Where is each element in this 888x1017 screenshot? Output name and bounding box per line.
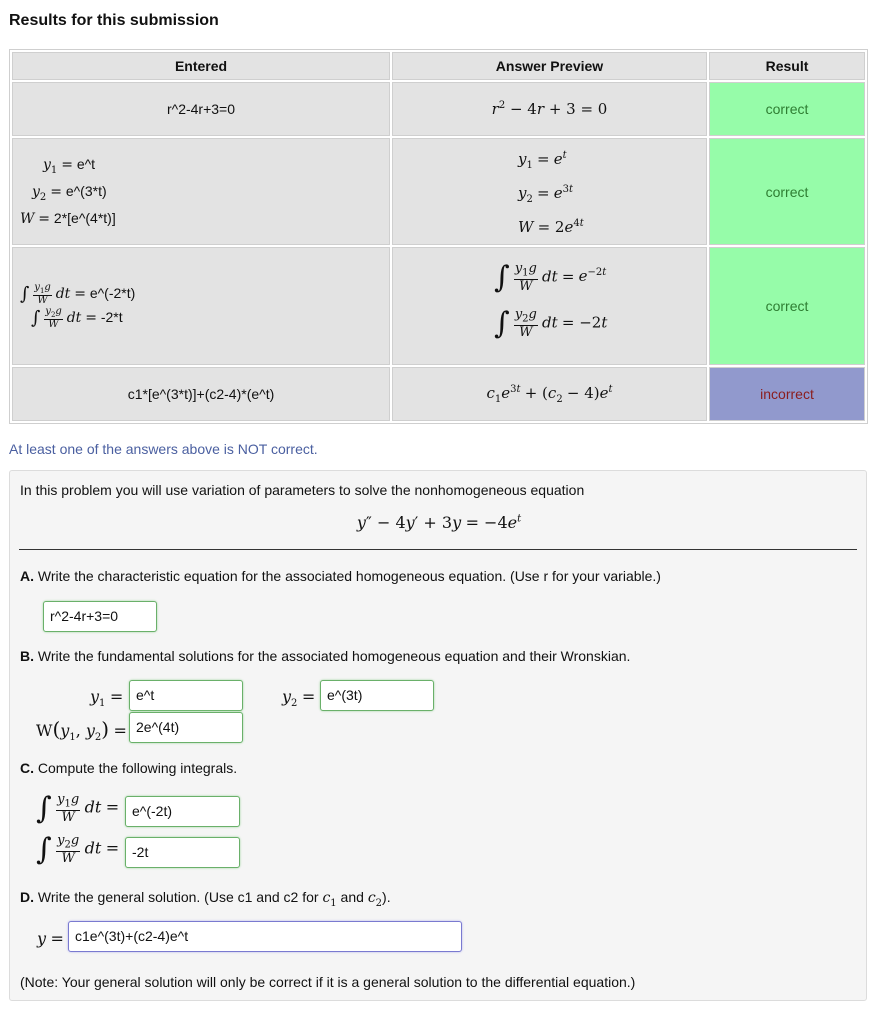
entered-cell: ∫ $\frac{y_1g}{W}$ dt = e^(-2*t) ∫ $\frac{y_2g}{W}$ dt = -2*t [12, 247, 390, 365]
general-solution-input[interactable]: c1e^(3t)+(c2-4)e^t [68, 921, 462, 952]
integral-2-input[interactable]: -2t [125, 837, 240, 868]
status-message: At least one of the answers above is NOT correct. [9, 441, 318, 457]
entered-w: 2*[e^(4*t)] [53, 209, 116, 226]
entered-cell: c1*[e^(3*t)]+(c2-4)*(e^t) [12, 367, 390, 421]
problem-intro: In this problem you will use variation of parameters to solve the nonhomogeneous equation [20, 482, 585, 498]
preview-cell: $y_1 = e^t$ $y_2 = e^{3t}$ $W = 2e^{4t}$ [392, 138, 707, 245]
table-row [12, 138, 865, 245]
differential-equation: $y'' - 4y' + 3y = -4e^t$ [356, 513, 522, 532]
entered-y1: e^t [76, 156, 96, 173]
result-cell-incorrect: incorrect [709, 367, 865, 421]
entered-cell: r^2-4r+3=0 [12, 82, 390, 136]
wronskian-label: $W(y_1$, $y_2$) = [36, 717, 127, 744]
page-title: Results for this submission [9, 12, 219, 29]
column-header-answer-preview: Answer Preview [392, 52, 707, 80]
column-header-entered: Entered [12, 52, 390, 80]
column-header-result: Result [709, 52, 865, 80]
y2-label: $y_2$ = [282, 687, 316, 710]
part-a-question: A. Write the characteristic equation for the associated homogeneous equation. (Use r for your variable.) [20, 568, 661, 584]
preview-cell: $r^2 - 4r + 3 = 0$ [392, 82, 707, 136]
part-d-question: D. Write the general solution. (Use c1 and c2 for $c_1$ and $c_2$). [20, 889, 391, 909]
integral-2-label: ∫ $\frac{y_2g}{W}$ dt = [36, 832, 120, 867]
table-header-row [12, 52, 865, 80]
table-row [12, 82, 865, 136]
result-cell-correct: correct [709, 138, 865, 245]
preview-cell: ∫ $\frac{y_1g}{W}$ dt = $e^{-2t}$ ∫ $\frac{y_2g}{W}$ dt = −2t [392, 247, 707, 365]
y2-input[interactable]: e^(3t) [320, 680, 434, 711]
general-solution-label: y = [37, 929, 64, 948]
table-row [12, 247, 865, 365]
divider [19, 549, 857, 550]
wronskian-input[interactable]: 2e^(4t) [129, 712, 243, 743]
note-text: (Note: Your general solution will only be correct if it is a general solution to the differential equation.) [20, 974, 636, 990]
entered-cell: $y_1$ = e^t $y_2$ = e^(3*t) W = 2*[e^(4*t)] [12, 138, 390, 245]
y1-input[interactable]: e^t [129, 680, 243, 711]
y1-label: $y_1$ = [90, 687, 124, 710]
entered-y2: e^(3*t) [65, 183, 107, 199]
preview-cell: $c_1e^{3t} + (c_2 - 4)e^t$ [392, 367, 707, 421]
problem-panel [9, 470, 867, 1001]
results-table [9, 49, 868, 424]
part-c-question: C. Compute the following integrals. [20, 760, 238, 776]
entered-integral-2: -2*t [100, 309, 123, 325]
result-cell-correct: correct [709, 82, 865, 136]
result-cell-correct: correct [709, 247, 865, 365]
part-b-question: B. Write the fundamental solutions for the associated homogeneous equation and their Wronskian. [20, 648, 631, 664]
integral-1-label: ∫ $\frac{y_1g}{W}$ dt = [36, 791, 120, 826]
characteristic-equation-input[interactable]: r^2-4r+3=0 [43, 601, 157, 632]
entered-integral-1: e^(-2*t) [89, 285, 136, 302]
integral-1-input[interactable]: e^(-2t) [125, 796, 240, 827]
table-row [12, 367, 865, 421]
